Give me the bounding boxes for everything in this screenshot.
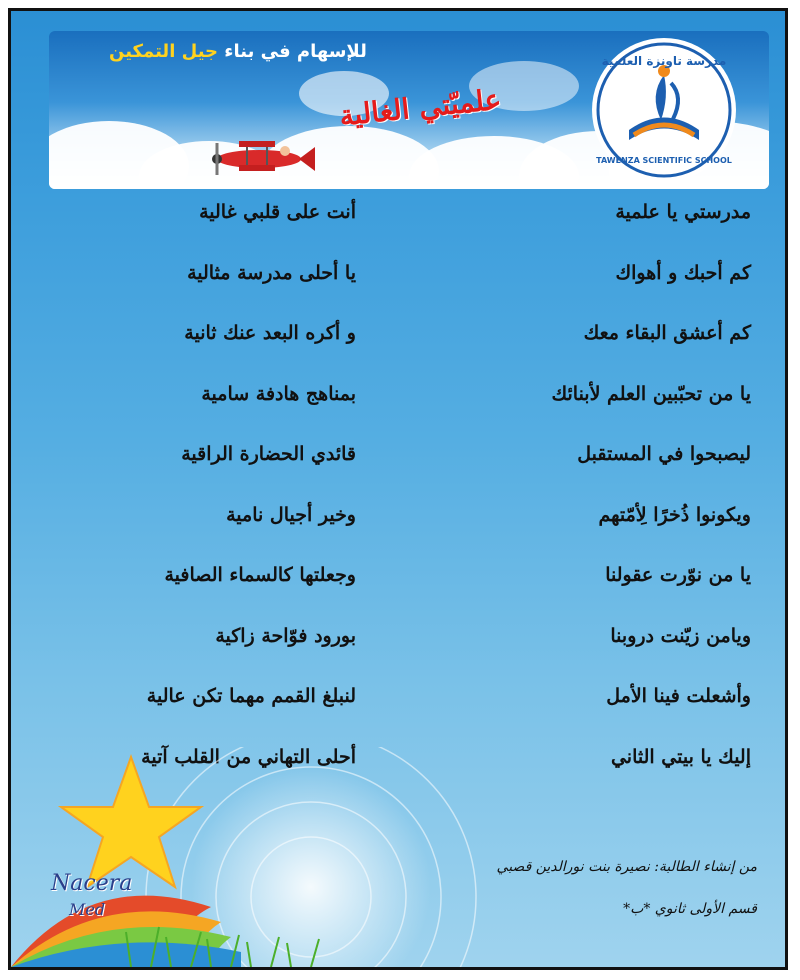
page-title: علميّتي الغالية: [337, 82, 503, 133]
poem-line-left: و أكره البعد عنك ثانية: [184, 322, 356, 344]
poem-line-left: وخير أجيال نامية: [226, 503, 356, 526]
poem-line-right: إليك يا بيتي الثاني: [610, 745, 751, 768]
poem-line-left: أنت على قلبي غالية: [199, 201, 356, 223]
signature-sub: Med: [69, 900, 106, 919]
poem-line-right: ويامن زيّنت دروبنا: [610, 624, 751, 647]
class-credit: قسم الأولى ثانوي *ب*: [623, 901, 757, 917]
poem-line-left: لنبلغ القمم مهما تكن عالية: [146, 685, 356, 707]
poem-line-right: يا من تحبّبين العلم لأبنائك: [551, 382, 751, 405]
header-banner: [49, 31, 769, 189]
school-logo: [589, 35, 739, 185]
poem-line-left: بمناهج هادفة سامية: [201, 382, 356, 405]
slogan: [109, 41, 367, 62]
poem-line-right: ويكونوا ذُخرًا لِأمّتهم: [598, 503, 751, 526]
poem-line-left: أحلى التهاني من القلب آتية: [141, 745, 356, 768]
page-frame: [8, 8, 788, 970]
star-icon: [61, 757, 201, 887]
decoration-art: [11, 747, 788, 967]
poem-line-left: يا أحلى مدرسة مثالية: [187, 261, 356, 284]
logo-english: TAWENZA SCIENTIFIC SCHOOL: [596, 156, 732, 165]
airplane-icon: [199, 131, 319, 181]
signature: [51, 871, 132, 921]
slogan-highlight: جيل التمكين: [109, 41, 219, 62]
logo-arabic: مدرسة تاونزة العلمية: [601, 54, 727, 68]
poem-line-right: كم أعشق البقاء معك: [583, 322, 751, 344]
poem-line-left: وجعلتها كالسماء الصافية: [164, 564, 356, 586]
author-credit: من إنشاء الطالبة: نصيرة بنت نورالدين قصبي: [496, 859, 757, 875]
poem-line-right: كم أحبك و أهواك: [615, 261, 751, 284]
poem-line-right: مدرستي يا علمية: [615, 201, 751, 223]
poem-line-left: بورود فوّاحة زاكية: [215, 624, 356, 647]
poem-line-left: قائدي الحضارة الراقية: [181, 443, 356, 465]
slogan-prefix: للإسهام في بناء: [224, 41, 367, 62]
poem-line-right: وأشعلت فينا الأمل: [606, 685, 751, 707]
signature-name: Nacera: [51, 871, 133, 896]
poem-line-right: ليصبحوا في المستقبل: [577, 443, 751, 465]
poem-line-right: يا من نوّرت عقولنا: [605, 564, 751, 586]
